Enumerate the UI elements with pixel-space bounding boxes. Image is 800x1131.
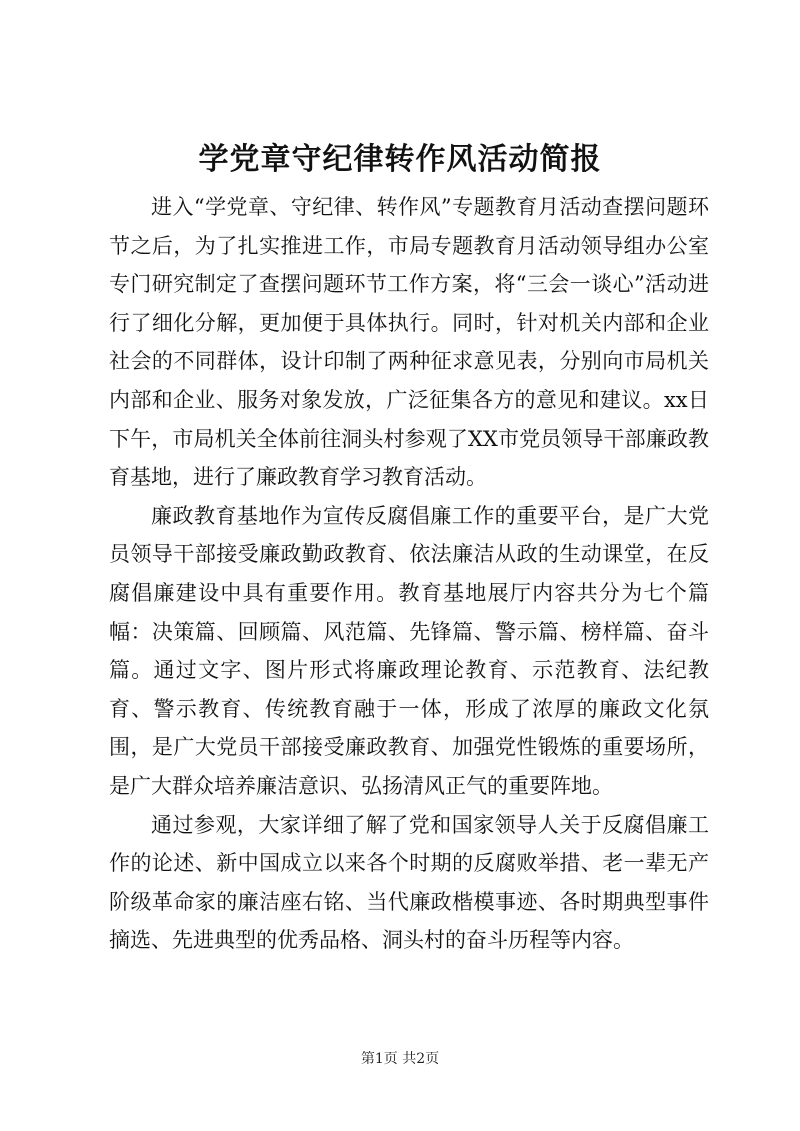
- paragraph-2: 廉政教育基地作为宣传反腐倡廉工作的重要平台，是广大党员领导干部接受廉政勤政教育、依法廉洁从政的生动课堂，在反腐倡廉建设中具有重要作用。教育基地展厅内容共分为七个篇幅：决策篇、回顾篇、风范篇、先锋篇、警示篇、榜样篇、奋斗篇。通过文字、图片形式将廉政理论教育、示范教育、法纪教育、警示教育、传统教育融于一体，形成了浓厚的廉政文化氛围，是广大党员干部接受廉政教育、加强党性锻炼的重要场所，是广大群众培养廉洁意识、弘扬清风正气的重要阵地。: [109, 503, 709, 798]
- document-body: [109, 188, 709, 960]
- page-number-footer: 第1页 共2页: [360, 1051, 440, 1067]
- document-title: 学党章守纪律转作风活动简报: [198, 142, 602, 177]
- paragraph-1: 进入“学党章、守纪律、转作风”专题教育月活动查摆问题环节之后，为了扎实推进工作，市局专题教育月活动领导组办公室专门研究制定了查摆问题环节工作方案，将“三会一谈心”活动进行了细化分解，更加便于具体执行。同时，针对机关内部和企业社会的不同群体，设计印制了两种征求意见表，分别向市局机关内部和企业、服务对象发放，广泛征集各方的意见和建议。xx日下午，市局机关全体前往洞头村参观了XX市党员领导干部廉政教育基地，进行了廉政教育学习教育活动。: [109, 195, 709, 490]
- paragraph-3: 通过参观，大家详细了解了党和国家领导人关于反腐倡廉工作的论述、新中国成立以来各个时期的反腐败举措、老一辈无产阶级革命家的廉洁座右铭、当代廉政楷模事迹、各时期典型事件摘选、先进典型的优秀品格、洞头村的奋斗历程等内容。: [109, 812, 709, 953]
